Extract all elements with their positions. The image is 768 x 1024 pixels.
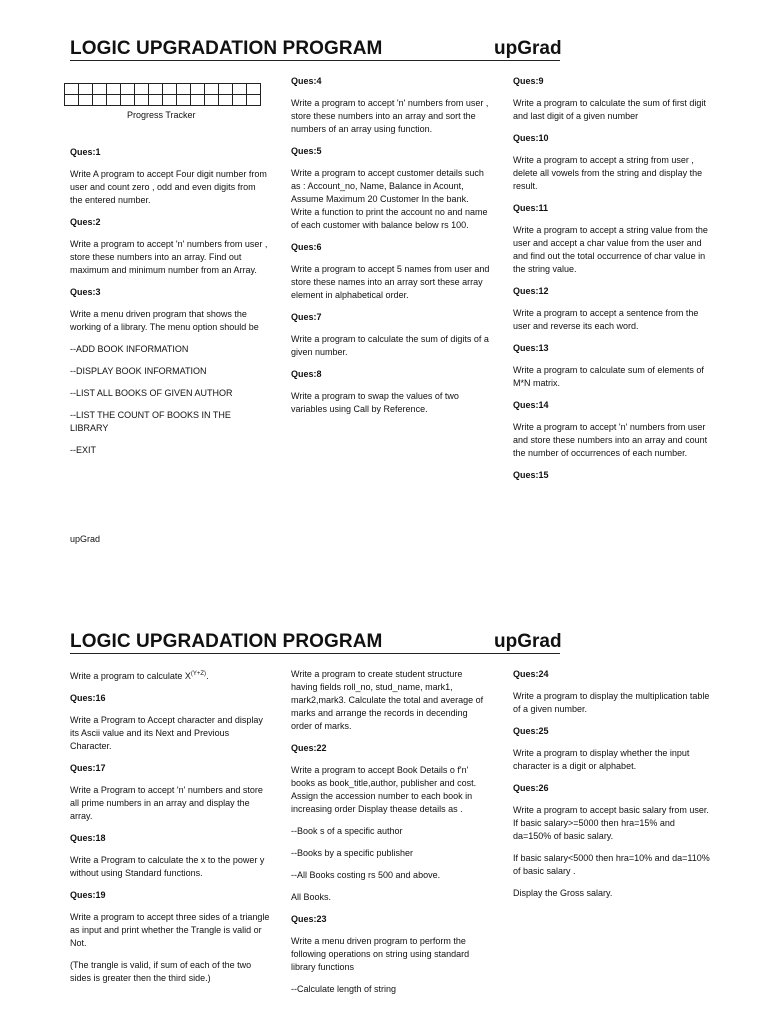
question-text: Write a program to display whether the input character is a digit or alphabet.: [513, 748, 690, 771]
header-divider: [70, 653, 560, 654]
brand-name: upGrad: [494, 631, 562, 652]
question-text: Write a program to calculate sum of elements of M*N matrix.: [513, 365, 704, 388]
question-text: Write a program to accept three sides of a triangle as input and print whether the Trangle is valid or Not.: [70, 912, 270, 948]
question-text: Write a program to accept a string value from the user and accept a char value from the user and and find out the total occurrence of char value in the string value.: [513, 225, 708, 274]
question-number: Ques:4: [291, 76, 322, 86]
question-text: Write a Program to calculate the x to the power y without using Standard functions.: [70, 855, 265, 878]
question-text: --All Books costing rs 500 and above.: [291, 870, 441, 880]
power-question: [70, 668, 270, 683]
question-number: Ques:17: [70, 763, 106, 773]
question-number: Ques:26: [513, 783, 549, 793]
question-text: --EXIT: [70, 445, 96, 455]
question-text: Write a program to calculate the sum of digits of a given number.: [291, 334, 489, 357]
question-number: Ques:5: [291, 146, 322, 156]
question-text: Display the Gross salary.: [513, 888, 613, 898]
question-text: Write a program to accept 5 names from user and store these names into an array sort these array element in alphabetical order.: [291, 264, 490, 300]
question-text: Write a program to display the multiplication table of a given number.: [513, 691, 710, 714]
question-number: Ques:11: [513, 203, 549, 213]
column-2: [291, 668, 491, 1005]
question-number: Ques:13: [513, 343, 549, 353]
question-text: --Book s of a specific author: [291, 826, 403, 836]
question-text: Write a program to accept 'n' numbers from user and store these numbers into an array and count the number of occurrences of each number.: [513, 422, 708, 458]
question-text: Write a program to calculate the sum of first digit and last digit of a given number: [513, 98, 706, 121]
question-number: Ques:3: [70, 287, 101, 297]
question-text: Write a Program to Accept character and display its Ascii value and its Next and Previous Character.: [70, 715, 263, 751]
column-1: [70, 668, 270, 994]
question-text: If basic salary<5000 then hra=10% and da=110% of basic salary .: [513, 853, 710, 876]
power-exponent: (Y+Z): [190, 671, 207, 677]
question-text: Write a program to swap the values of two variables using Call by Reference.: [291, 391, 459, 414]
question-number: Ques:19: [70, 890, 106, 900]
question-text: --Books by a specific publisher: [291, 848, 414, 858]
page-title: LOGIC UPGRADATION PROGRAM: [70, 38, 383, 59]
question-text: --Calculate length of string: [291, 984, 397, 994]
column-3: [513, 668, 713, 909]
question-number: Ques:6: [291, 242, 322, 252]
question-number: Ques:1: [70, 147, 101, 157]
question-number: Ques:12: [513, 286, 549, 296]
power-question-text: Write a program to calculate X: [70, 671, 191, 681]
question-number: Ques:16: [70, 693, 106, 703]
question-text: Write a program to accept a string from user , delete all vowels from the string and display the result.: [513, 155, 703, 191]
question-number: Ques:9: [513, 76, 544, 86]
column-1-questions: [70, 692, 270, 985]
question-text: Write a menu driven program to perform the following operations on string using standard library functions: [291, 936, 470, 972]
brand-name: upGrad: [494, 38, 562, 59]
question-text: Write a program to create student structure having fields roll_no, stud_name, mark1, mark2,mark3. Calculate the total and average of marks and arrange the records in decending order of marks.: [291, 669, 484, 731]
question-number: Ques:23: [291, 914, 327, 924]
footer-brand: upGrad: [70, 534, 101, 544]
question-number: Ques:22: [291, 743, 327, 753]
progress-tracker-label: Progress Tracker: [127, 110, 196, 120]
question-text: Write a program to accept 'n' numbers from user , store these numbers into an array and sort the numbers of an array using function.: [291, 98, 489, 134]
question-text: --LIST THE COUNT OF BOOKS IN THE LIBRARY: [70, 410, 231, 433]
question-number: Ques:24: [513, 669, 549, 679]
power-question-end: .: [206, 671, 209, 681]
question-text: Write a menu driven program that shows the working of a library. The menu option should be: [70, 309, 259, 332]
question-number: Ques:7: [291, 312, 322, 322]
question-number: Ques:14: [513, 400, 549, 410]
question-number: Ques:25: [513, 726, 549, 736]
question-number: Ques:8: [291, 369, 322, 379]
question-text: Write a program to accept a sentence from the user and reverse its each word.: [513, 308, 699, 331]
question-text: Write a program to accept customer details such as : Account_no, Name, Balance in Acount, Assume Maximum 20 Customer In the bank. Write a function to print the account no and name of each customer with balance below rs 100.: [291, 168, 488, 230]
question-text: --LIST ALL BOOKS OF GIVEN AUTHOR: [70, 388, 233, 398]
question-number: Ques:10: [513, 133, 549, 143]
question-text: Write a Program to accept 'n' numbers and store all prime numbers in an array and display the array.: [70, 785, 263, 821]
question-text: Write a program to accept basic salary from user. If basic salary>=5000 then hra=15% and da=150% of basic salary.: [513, 805, 709, 841]
question-number: Ques:15: [513, 470, 549, 480]
question-text: Write a program to accept Book Details o f'n' books as book_title,author, publisher and cost. Assign the accession number to each book in increasing order Display thease details as .: [291, 765, 477, 814]
column-2-questions: [291, 742, 491, 996]
question-text: (The trangle is valid, if sum of each of the two sides is greater then the third side.): [70, 960, 252, 983]
question-number: Ques:18: [70, 833, 106, 843]
page-title: LOGIC UPGRADATION PROGRAM: [70, 631, 383, 652]
question-text: Write A program to accept Four digit number from user and count zero , odd and even digits from the entered number.: [70, 169, 267, 205]
question-text: --DISPLAY BOOK INFORMATION: [70, 366, 207, 376]
question-text: Write a program to accept 'n' numbers from user , store these numbers into an array. Find out maximum and minimum number from an Array.: [70, 239, 268, 275]
question-text: All Books.: [291, 892, 332, 902]
question-number: Ques:2: [70, 217, 101, 227]
question-text: --ADD BOOK INFORMATION: [70, 344, 189, 354]
